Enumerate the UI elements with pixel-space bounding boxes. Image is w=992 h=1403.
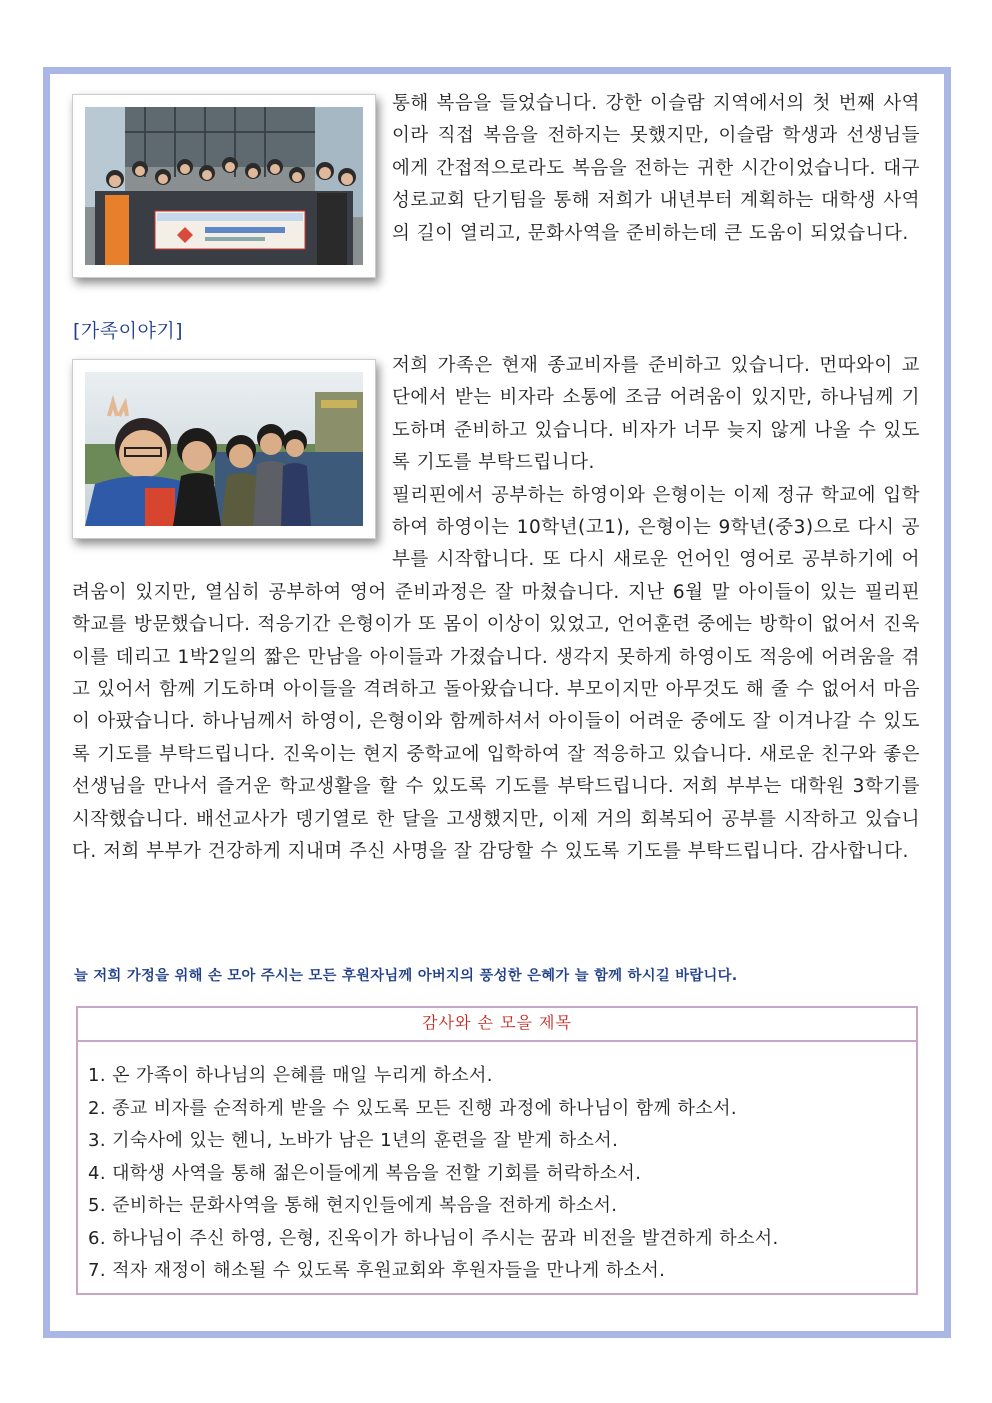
- section-heading-family-story: [가족이야기]: [73, 320, 184, 342]
- prayer-list: [78, 1042, 916, 1288]
- prayer-item: 2. 종교 비자를 순적하게 받을 수 있도록 모든 진행 과정에 하나님이 함께 하소서.: [88, 1097, 737, 1119]
- visa-paragraph: 저희 가족은 현재 종교비자를 준비하고 있습니다. 먼따와이 교단에서 받는 비자라 소통에 조금 어려움이 있지만, 하나님께 기도하며 준비하고 있습니다. 비자가 너무 늦지 않게 나올 수 있도록 기도를 부탁드립니다.: [392, 355, 920, 474]
- family-story-paragraph: [72, 350, 920, 869]
- prayer-item: 5. 준비하는 문화사역을 통해 현지인들에게 복음을 전하게 하소서.: [88, 1195, 618, 1216]
- prayer-item: 3. 기숙사에 있는 헨니, 노바가 남은 1년의 훈련을 잘 받게 하소서.: [88, 1130, 619, 1151]
- prayer-item: 6. 하나님이 주신 하영, 은형, 진욱이가 하나님이 주시는 꿈과 비전을 발견하게 하소서.: [88, 1227, 779, 1249]
- prayer-item: 7. 적자 재정이 해소될 수 있도록 후원교회와 후원자들을 만나게 하소서.: [88, 1260, 666, 1281]
- intro-paragraph: 통해 복음을 들었습니다. 강한 이슬람 지역에서의 첫 번째 사역이라 직접 복음을 전하지는 못했지만, 이슬람 학생과 선생님들에게 간접적으로라도 복음을 전하는 귀한 시간이었습니다. 대구 성로교회 단기팀을 통해 저희가 내년부터 계획하는 대학생 사역의 길이 열리고, 문화사역을 준비하는데 큰 도움이 되었습니다.: [392, 93, 920, 244]
- prayer-box: [76, 1006, 918, 1295]
- prayer-item: 1. 온 가족이 하나님의 은혜를 매일 누리게 하소서.: [88, 1065, 493, 1086]
- prayer-item: 4. 대학생 사역을 통해 젊은이들에게 복음을 전할 기회를 허락하소서.: [88, 1162, 642, 1184]
- group-photo: [72, 94, 376, 278]
- prayer-title: 감사와 손 모을 제목: [78, 1008, 916, 1042]
- children-paragraph: 필리핀에서 공부하는 하영이와 은형이는 이제 정규 학교에 입학하여 하영이는 10학년(고1), 은형이는 9학년(중3)으로 다시 공부를 시작합니다. 또 다시 새로운 언어인 영어로 공부하기에 어려움이 있지만, 열심히 공부하여 영어 준비과정은 잘 마쳤습니다. 지난 6월 말 아이들이 있는 필리핀 학교를 방문했습니다. 적응기간 은형이가 또 몸이 이상이 있었고, 언어훈련 중에는 방학이 없어서 진욱이를 데리고 1박2일의 짧은 만남을 아이들과 가졌습니다. 생각지 못하게 하영이도 적응에 어려움을 겪고 있어서 함께 기도하며 아이들을 격려하고 돌아왔습니다. 부모이지만 아무것도 해 줄 수 없어서 마음이 아팠습니다. 하나님께서 하영이, 은형이와 함께하셔서 아이들이 어려운 중에도 잘 이겨나갈 수 있도록 기도를 부탁드립니다. 진욱이는 현지 중학교에 입학하여 잘 적응하고 있습니다. 새로운 친구와 좋은 선생님을 만나서 즐거운 학교생활을 할 수 있도록 기도를 부탁드립니다. 저희 부부는 대학원 3학기를 시작했습니다. 배선교사가 뎅기열로 한 달을 고생했지만, 이제 거의 회복되어 공부를 시작하고 있습니다. 저희 부부가 건강하게 지내며 주신 사명을 잘 감당할 수 있도록 기도를 부탁드립니다. 감사합니다.: [72, 484, 920, 863]
- photo-float-spacer: [72, 350, 392, 572]
- blessing-line: 늘 저희 가정을 위해 손 모아 주시는 모든 후원자님께 아버지의 풍성한 은혜가 늘 함께 하시길 바랍니다.: [74, 968, 738, 984]
